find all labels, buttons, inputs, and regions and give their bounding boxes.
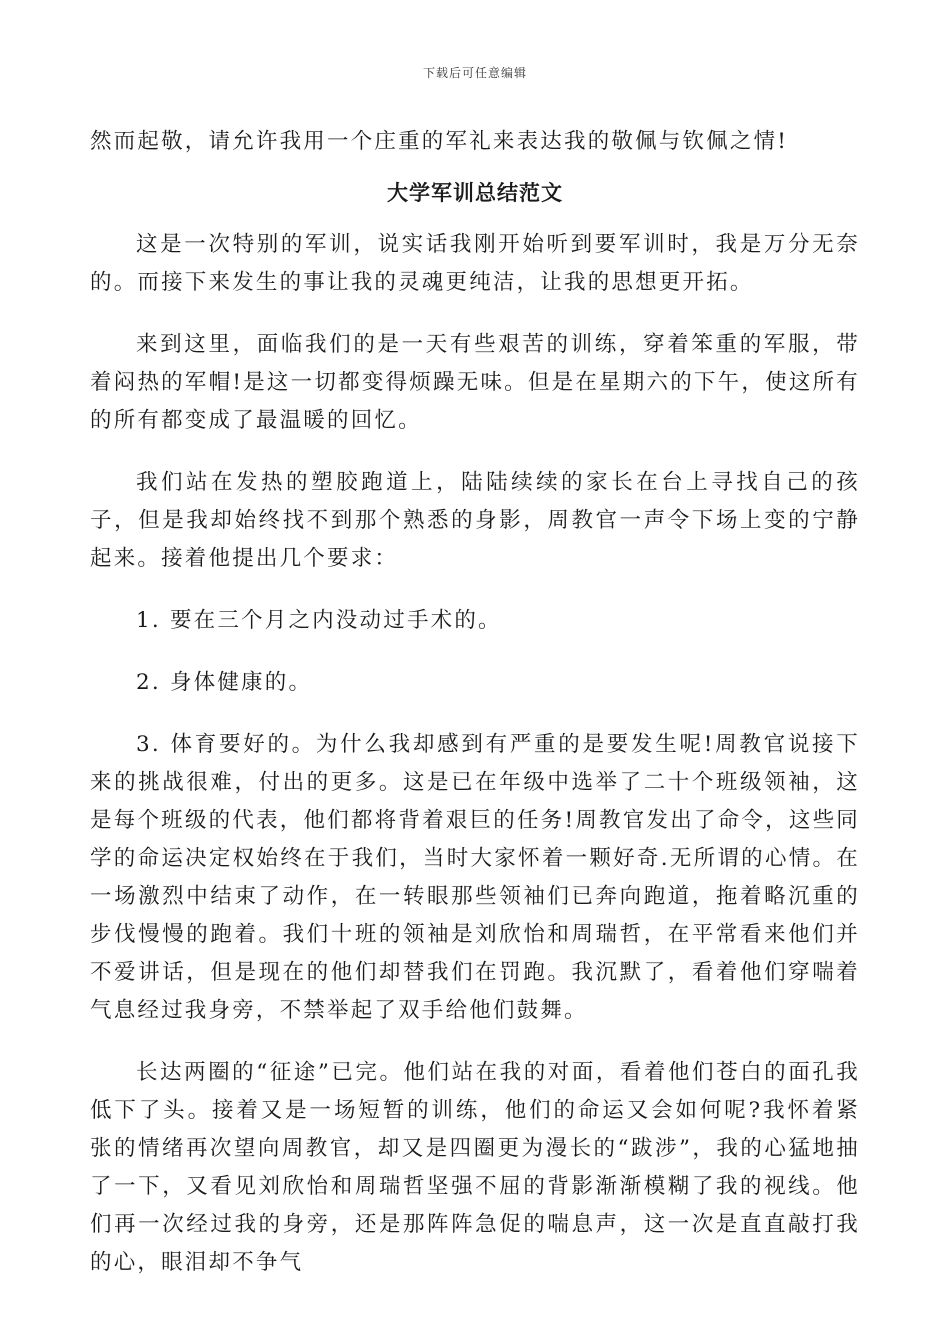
- document-title: 大学军训总结范文: [387, 181, 563, 205]
- list-item-1: 1. 要在三个月之内没动过手术的。: [136, 608, 502, 633]
- page-header-note: 下载后可任意编辑: [422, 66, 527, 80]
- paragraph-1: 这是一次特别的军训，说实话我刚开始听到要军训时，我是万分无奈的。而接下来发生的事让我的灵魂更纯洁，让我的思想更开拓。: [90, 232, 860, 295]
- document-body: [90, 123, 860, 1282]
- paragraph-3: 我们站在发热的塑胶跑道上，陆陆续续的家长在台上寻找自己的孩子，但是我却始终找不到那个熟悉的身影，周教官一声令下场上变的宁静起来。接着他提出几个要求：: [90, 470, 860, 571]
- list-item-3: 3. 体育要好的。为什么我却感到有严重的是要发生呢!周教官说接下来的挑战很难，付出的更多。这是已在年级中选举了二十个班级领袖，这是每个班级的代表，他们都将背着艰巨的任务!周教官发出了命令，这些同学的命运决定权始终在于我们，当时大家怀着一颗好奇.无所谓的心情。在一场激烈中结束了动作，在一转眼那些领袖们已奔向跑道，拖着略沉重的步伐慢慢的跑着。我们十班的领袖是刘欣怡和周瑞哲，在平常看来他们并不爱讲话，但是现在的他们却替我们在罚跑。我沉默了，看着他们穿喘着气息经过我身旁，不禁举起了双手给他们鼓舞。: [90, 732, 860, 1023]
- list-item-2: 2. 身体健康的。: [136, 670, 313, 695]
- intro-line: 然而起敬，请允许我用一个庄重的军礼来表达我的敬佩与钦佩之情!: [90, 129, 789, 154]
- paragraph-2: 来到这里，面临我们的是一天有些艰苦的训练，穿着笨重的军服，带着闷热的军帽!是这一切都变得烦躁无味。但是在星期六的下午，使这所有的所有都变成了最温暖的回忆。: [90, 332, 860, 433]
- paragraph-7: 长达两圈的“征途”已完。他们站在我的对面，看着他们苍白的面孔我低下了头。接着又是一场短暂的训练，他们的命运又会如何呢?我怀着紧张的情绪再次望向周教官，却又是四圈更为漫长的“跋涉”，我的心猛地抽了一下，又看见刘欣怡和周瑞哲坚强不屈的背影渐渐模糊了我的视线。他们再一次经过我的身旁，还是那阵阵急促的喘息声，这一次是直直敲打我的心，眼泪却不争气: [90, 1060, 860, 1275]
